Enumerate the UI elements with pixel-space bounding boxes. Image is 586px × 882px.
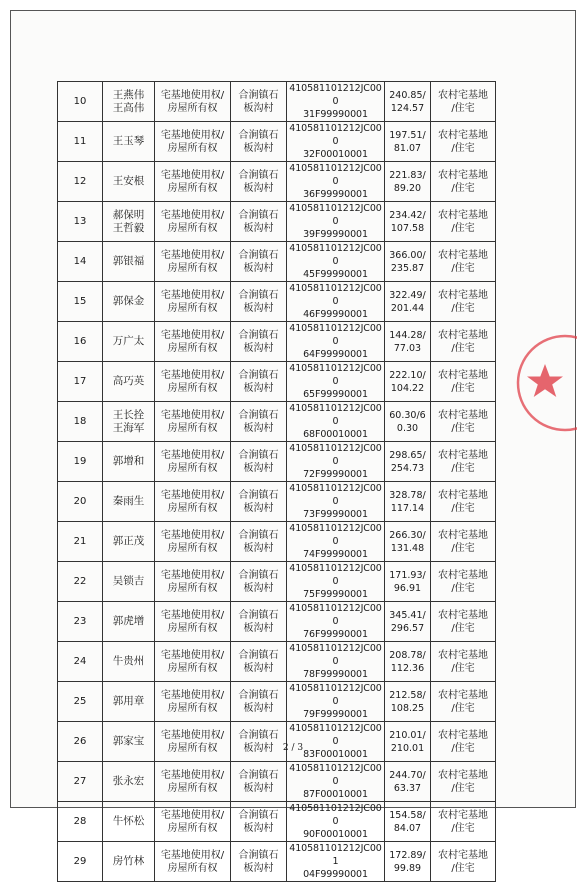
table-row [58, 482, 496, 522]
row-number-cell: 24 [58, 642, 103, 682]
owner-name-cell: 秦雨生 [103, 482, 155, 522]
right-type-cell: 宅基地使用权/ 房屋所有权 [155, 202, 231, 242]
row-number-cell: 19 [58, 442, 103, 482]
table-row [58, 242, 496, 282]
owner-name-cell: 房竹林 [103, 842, 155, 882]
row-number-cell: 23 [58, 602, 103, 642]
location-cell: 合涧镇石 板沟村 [231, 842, 287, 882]
table-row [58, 802, 496, 842]
unit-code-cell: 410581101212JC000 76F99990001 [287, 602, 385, 642]
unit-code-cell: 410581101212JC000 68F00010001 [287, 402, 385, 442]
table-row [58, 522, 496, 562]
row-number-cell: 28 [58, 802, 103, 842]
land-use-cell: 农村宅基地 /住宅 [431, 562, 496, 602]
location-cell: 合涧镇石 板沟村 [231, 802, 287, 842]
land-use-cell: 农村宅基地 /住宅 [431, 402, 496, 442]
location-cell: 合涧镇石 板沟村 [231, 442, 287, 482]
right-type-cell: 宅基地使用权/ 房屋所有权 [155, 842, 231, 882]
land-use-cell: 农村宅基地 /住宅 [431, 802, 496, 842]
table-row [58, 282, 496, 322]
seal-star-icon [527, 364, 563, 397]
land-use-cell: 农村宅基地 /住宅 [431, 122, 496, 162]
area-value-cell: 366.00/ 235.87 [385, 242, 431, 282]
location-cell: 合涧镇石 板沟村 [231, 162, 287, 202]
table-row [58, 362, 496, 402]
unit-code-cell: 410581101212JC000 72F99990001 [287, 442, 385, 482]
area-value-cell: 212.58/ 108.25 [385, 682, 431, 722]
location-cell: 合涧镇石 板沟村 [231, 282, 287, 322]
table-row [58, 562, 496, 602]
table-row [58, 642, 496, 682]
owner-name-cell: 牛贵州 [103, 642, 155, 682]
owner-name-cell: 王安根 [103, 162, 155, 202]
right-type-cell: 宅基地使用权/ 房屋所有权 [155, 362, 231, 402]
area-value-cell: 222.10/ 104.22 [385, 362, 431, 402]
unit-code-cell: 410581101212JC001 04F99990001 [287, 842, 385, 882]
row-number-cell: 20 [58, 482, 103, 522]
row-number-cell: 17 [58, 362, 103, 402]
row-number-cell: 25 [58, 682, 103, 722]
row-number-cell: 15 [58, 282, 103, 322]
owner-name-cell: 牛怀松 [103, 802, 155, 842]
right-type-cell: 宅基地使用权/ 房屋所有权 [155, 602, 231, 642]
area-value-cell: 244.70/ 63.37 [385, 762, 431, 802]
right-type-cell: 宅基地使用权/ 房屋所有权 [155, 402, 231, 442]
unit-code-cell: 410581101212JC000 65F99990001 [287, 362, 385, 402]
row-number-cell: 11 [58, 122, 103, 162]
right-type-cell: 宅基地使用权/ 房屋所有权 [155, 122, 231, 162]
unit-code-cell: 410581101212JC000 32F00010001 [287, 122, 385, 162]
area-value-cell: 172.89/ 99.89 [385, 842, 431, 882]
row-number-cell: 26 [58, 722, 103, 762]
right-type-cell: 宅基地使用权/ 房屋所有权 [155, 242, 231, 282]
owner-name-cell: 郭银福 [103, 242, 155, 282]
table-row [58, 402, 496, 442]
table-row [58, 682, 496, 722]
land-use-cell: 农村宅基地 /住宅 [431, 482, 496, 522]
right-type-cell: 宅基地使用权/ 房屋所有权 [155, 522, 231, 562]
row-number-cell: 14 [58, 242, 103, 282]
location-cell: 合涧镇石 板沟村 [231, 602, 287, 642]
right-type-cell: 宅基地使用权/ 房屋所有权 [155, 162, 231, 202]
area-value-cell: 197.51/ 81.07 [385, 122, 431, 162]
right-type-cell: 宅基地使用权/ 房屋所有权 [155, 762, 231, 802]
land-use-cell: 农村宅基地 /住宅 [431, 722, 496, 762]
row-number-cell: 29 [58, 842, 103, 882]
land-use-cell: 农村宅基地 /住宅 [431, 162, 496, 202]
land-use-cell: 农村宅基地 /住宅 [431, 642, 496, 682]
location-cell: 合涧镇石 板沟村 [231, 482, 287, 522]
row-number-cell: 16 [58, 322, 103, 362]
land-use-cell: 农村宅基地 /住宅 [431, 522, 496, 562]
table-row [58, 602, 496, 642]
land-use-cell: 农村宅基地 /住宅 [431, 242, 496, 282]
area-value-cell: 221.83/ 89.20 [385, 162, 431, 202]
right-type-cell: 宅基地使用权/ 房屋所有权 [155, 682, 231, 722]
land-use-cell: 农村宅基地 /住宅 [431, 202, 496, 242]
land-use-cell: 农村宅基地 /住宅 [431, 362, 496, 402]
table-row [58, 722, 496, 762]
area-value-cell: 154.58/ 84.07 [385, 802, 431, 842]
land-use-cell: 农村宅基地 /住宅 [431, 322, 496, 362]
unit-code-cell: 410581101212JC000 83F00010001 [287, 722, 385, 762]
unit-code-cell: 410581101212JC000 73F99990001 [287, 482, 385, 522]
area-value-cell: 298.65/ 254.73 [385, 442, 431, 482]
right-type-cell: 宅基地使用权/ 房屋所有权 [155, 482, 231, 522]
unit-code-cell: 410581101212JC000 75F99990001 [287, 562, 385, 602]
land-use-cell: 农村宅基地 /住宅 [431, 762, 496, 802]
page-number: 2 / 3 [282, 743, 304, 753]
unit-code-cell: 410581101212JC000 46F99990001 [287, 282, 385, 322]
row-number-cell: 27 [58, 762, 103, 802]
location-cell: 合涧镇石 板沟村 [231, 82, 287, 122]
location-cell: 合涧镇石 板沟村 [231, 402, 287, 442]
area-value-cell: 234.42/ 107.58 [385, 202, 431, 242]
area-value-cell: 171.93/ 96.91 [385, 562, 431, 602]
table-row [58, 442, 496, 482]
right-type-cell: 宅基地使用权/ 房屋所有权 [155, 802, 231, 842]
area-value-cell: 322.49/ 201.44 [385, 282, 431, 322]
location-cell: 合涧镇石 板沟村 [231, 202, 287, 242]
unit-code-cell: 410581101212JC000 74F99990001 [287, 522, 385, 562]
table-row [58, 122, 496, 162]
unit-code-cell: 410581101212JC000 36F99990001 [287, 162, 385, 202]
area-value-cell: 210.01/ 210.01 [385, 722, 431, 762]
unit-code-cell: 410581101212JC000 64F99990001 [287, 322, 385, 362]
area-value-cell: 240.85/ 124.57 [385, 82, 431, 122]
area-value-cell: 345.41/ 296.57 [385, 602, 431, 642]
owner-name-cell: 郝保明 王哲毅 [103, 202, 155, 242]
owner-name-cell: 郭用章 [103, 682, 155, 722]
owner-name-cell: 郭家宝 [103, 722, 155, 762]
registry-table [57, 81, 496, 882]
location-cell: 合涧镇石 板沟村 [231, 642, 287, 682]
right-type-cell: 宅基地使用权/ 房屋所有权 [155, 322, 231, 362]
area-value-cell: 266.30/ 131.48 [385, 522, 431, 562]
owner-name-cell: 郭正茂 [103, 522, 155, 562]
row-number-cell: 18 [58, 402, 103, 442]
unit-code-cell: 410581101212JC000 31F99990001 [287, 82, 385, 122]
land-use-cell: 农村宅基地 /住宅 [431, 282, 496, 322]
location-cell: 合涧镇石 板沟村 [231, 722, 287, 762]
location-cell: 合涧镇石 板沟村 [231, 362, 287, 402]
row-number-cell: 10 [58, 82, 103, 122]
location-cell: 合涧镇石 板沟村 [231, 562, 287, 602]
table-row [58, 162, 496, 202]
land-use-cell: 农村宅基地 /住宅 [431, 82, 496, 122]
owner-name-cell: 郭保金 [103, 282, 155, 322]
owner-name-cell: 万广太 [103, 322, 155, 362]
row-number-cell: 12 [58, 162, 103, 202]
official-seal-stamp [513, 328, 577, 438]
owner-name-cell: 吴锁吉 [103, 562, 155, 602]
area-value-cell: 208.78/ 112.36 [385, 642, 431, 682]
row-number-cell: 22 [58, 562, 103, 602]
location-cell: 合涧镇石 板沟村 [231, 522, 287, 562]
row-number-cell: 13 [58, 202, 103, 242]
land-use-cell: 农村宅基地 /住宅 [431, 602, 496, 642]
owner-name-cell: 高巧英 [103, 362, 155, 402]
owner-name-cell: 王长拴 王海军 [103, 402, 155, 442]
unit-code-cell: 410581101212JC000 87F00010001 [287, 762, 385, 802]
land-use-cell: 农村宅基地 /住宅 [431, 842, 496, 882]
right-type-cell: 宅基地使用权/ 房屋所有权 [155, 82, 231, 122]
table-row [58, 322, 496, 362]
unit-code-cell: 410581101212JC000 78F99990001 [287, 642, 385, 682]
table-row [58, 82, 496, 122]
table-body [58, 82, 496, 882]
land-use-cell: 农村宅基地 /住宅 [431, 442, 496, 482]
table-row [58, 842, 496, 882]
location-cell: 合涧镇石 板沟村 [231, 762, 287, 802]
right-type-cell: 宅基地使用权/ 房屋所有权 [155, 642, 231, 682]
right-type-cell: 宅基地使用权/ 房屋所有权 [155, 722, 231, 762]
area-value-cell: 144.28/ 77.03 [385, 322, 431, 362]
land-use-cell: 农村宅基地 /住宅 [431, 682, 496, 722]
unit-code-cell: 410581101212JC000 45F99990001 [287, 242, 385, 282]
area-value-cell: 60.30/6 0.30 [385, 402, 431, 442]
location-cell: 合涧镇石 板沟村 [231, 682, 287, 722]
unit-code-cell: 410581101212JC000 90F00010001 [287, 802, 385, 842]
owner-name-cell: 王玉琴 [103, 122, 155, 162]
right-type-cell: 宅基地使用权/ 房屋所有权 [155, 282, 231, 322]
unit-code-cell: 410581101212JC000 79F99990001 [287, 682, 385, 722]
location-cell: 合涧镇石 板沟村 [231, 122, 287, 162]
table-row [58, 202, 496, 242]
owner-name-cell: 张永宏 [103, 762, 155, 802]
unit-code-cell: 410581101212JC000 39F99990001 [287, 202, 385, 242]
location-cell: 合涧镇石 板沟村 [231, 322, 287, 362]
right-type-cell: 宅基地使用权/ 房屋所有权 [155, 442, 231, 482]
owner-name-cell: 王燕伟 王高伟 [103, 82, 155, 122]
table-row [58, 762, 496, 802]
owner-name-cell: 郭虎增 [103, 602, 155, 642]
area-value-cell: 328.78/ 117.14 [385, 482, 431, 522]
right-type-cell: 宅基地使用权/ 房屋所有权 [155, 562, 231, 602]
owner-name-cell: 郭增和 [103, 442, 155, 482]
row-number-cell: 21 [58, 522, 103, 562]
location-cell: 合涧镇石 板沟村 [231, 242, 287, 282]
